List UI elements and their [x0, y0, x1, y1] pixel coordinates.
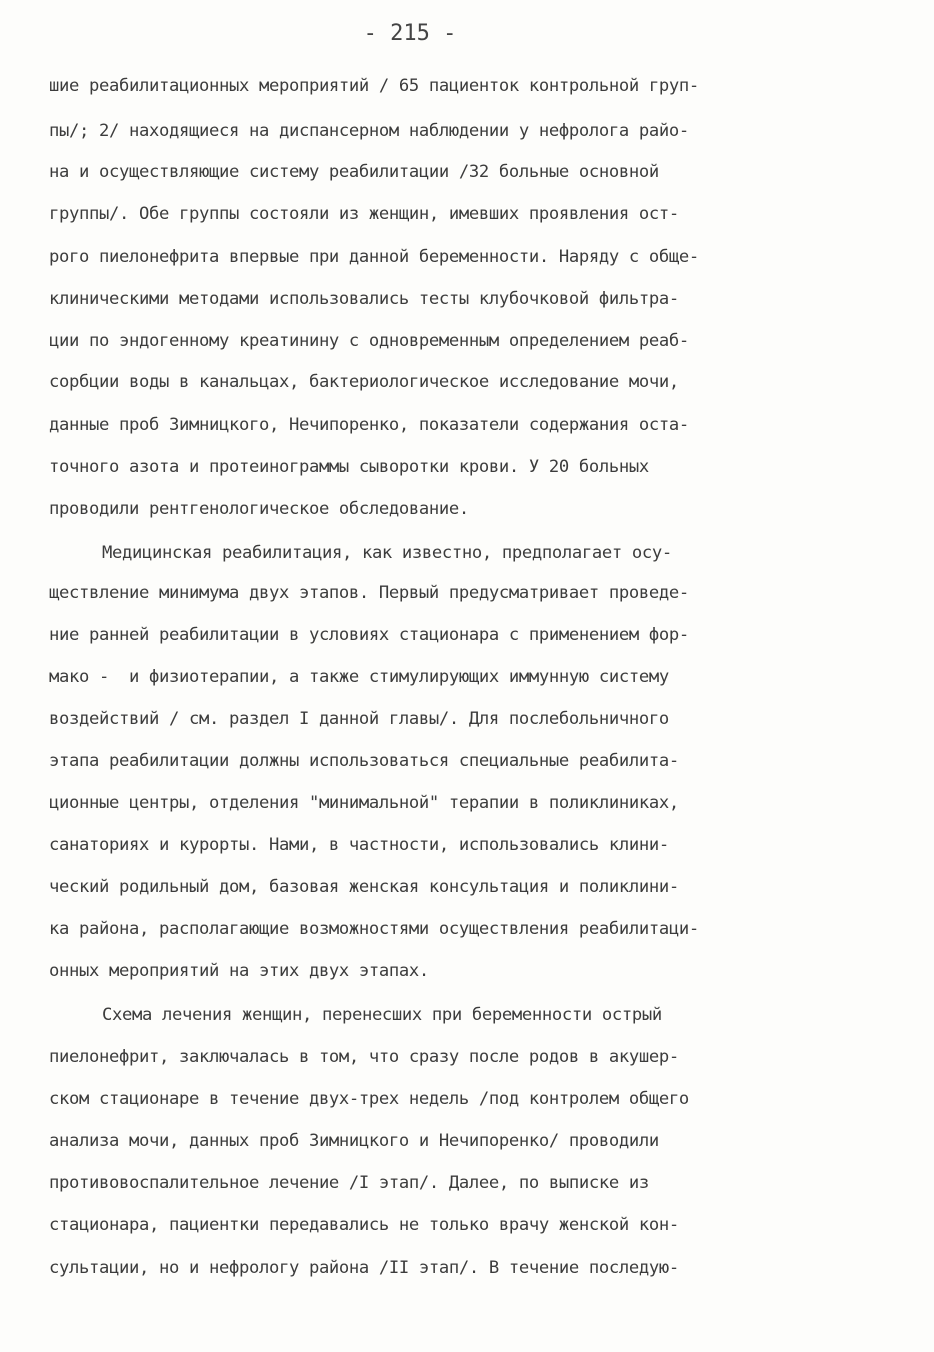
text-line: противовоспалительное лечение /I этап/. Далее, по выписке из [49, 1173, 649, 1193]
text-line: воздействий / см. раздел I данной главы/. Для послебольничного [49, 709, 669, 729]
text-line: точного азота и протеинограммы сыворотки крови. У 20 больных [49, 457, 649, 477]
text-line: онных мероприятий на этих двух этапах. [49, 961, 429, 981]
text-line: пиелонефрит, заключалась в том, что сразу после родов в акушер- [49, 1047, 679, 1067]
text-line: группы/. Обе группы состояли из женщин, имевших проявления ост- [49, 204, 679, 224]
text-line: ском стационаре в течение двух-трех недель /под контролем общего [49, 1089, 689, 1109]
text-line: анализа мочи, данных проб Зимницкого и Нечипоренко/ проводили [49, 1131, 659, 1151]
text-line: мако - и физиотерапии, а также стимулирующих иммунную систему [49, 667, 669, 687]
text-line: ние ранней реабилитации в условиях стационара с применением фор- [49, 625, 689, 645]
text-line: сультации, но и нефрологу района /II этап/. В течение последую- [49, 1258, 679, 1278]
text-line: ка района, располагающие возможностями осуществления реабилитаци- [49, 919, 699, 939]
text-line: шие реабилитационных мероприятий / 65 пациенток контрольной груп- [49, 76, 699, 96]
text-line: на и осуществляющие систему реабилитации /32 больные основной [49, 162, 659, 182]
paragraph-first-line: Медицинская реабилитация, как известно, предполагает осу- [102, 543, 672, 563]
text-line: сорбции воды в канальцах, бактериологическое исследование мочи, [49, 372, 679, 392]
text-line: пы/; 2/ находящиеся на диспансерном наблюдении у нефролога райо- [49, 121, 689, 141]
text-line: ческий родильный дом, базовая женская консультация и поликлини- [49, 877, 679, 897]
page-number: - 215 - [363, 21, 457, 46]
text-line: стационара, пациентки передавались не только врачу женской кон- [49, 1215, 679, 1235]
text-line: этапа реабилитации должны использоваться специальные реабилита- [49, 751, 679, 771]
text-line: ществление минимума двух этапов. Первый предусматривает проведе- [49, 583, 689, 603]
text-line: ции по эндогенному креатинину с одновременным определением реаб- [49, 331, 689, 351]
text-line: ционные центры, отделения "минимальной" терапии в поликлиниках, [49, 793, 679, 813]
text-line: клиническими методами использовались тесты клубочковой фильтра- [49, 289, 679, 309]
text-line: данные проб Зимницкого, Нечипоренко, показатели содержания оста- [49, 415, 689, 435]
text-line: санаториях и курорты. Нами, в частности, использовались клини- [49, 835, 669, 855]
paragraph-first-line: Схема лечения женщин, перенесших при беременности острый [102, 1005, 662, 1025]
text-line: проводили рентгенологическое обследование. [49, 499, 469, 519]
text-line: рого пиелонефрита впервые при данной беременности. Наряду с обще- [49, 247, 699, 267]
